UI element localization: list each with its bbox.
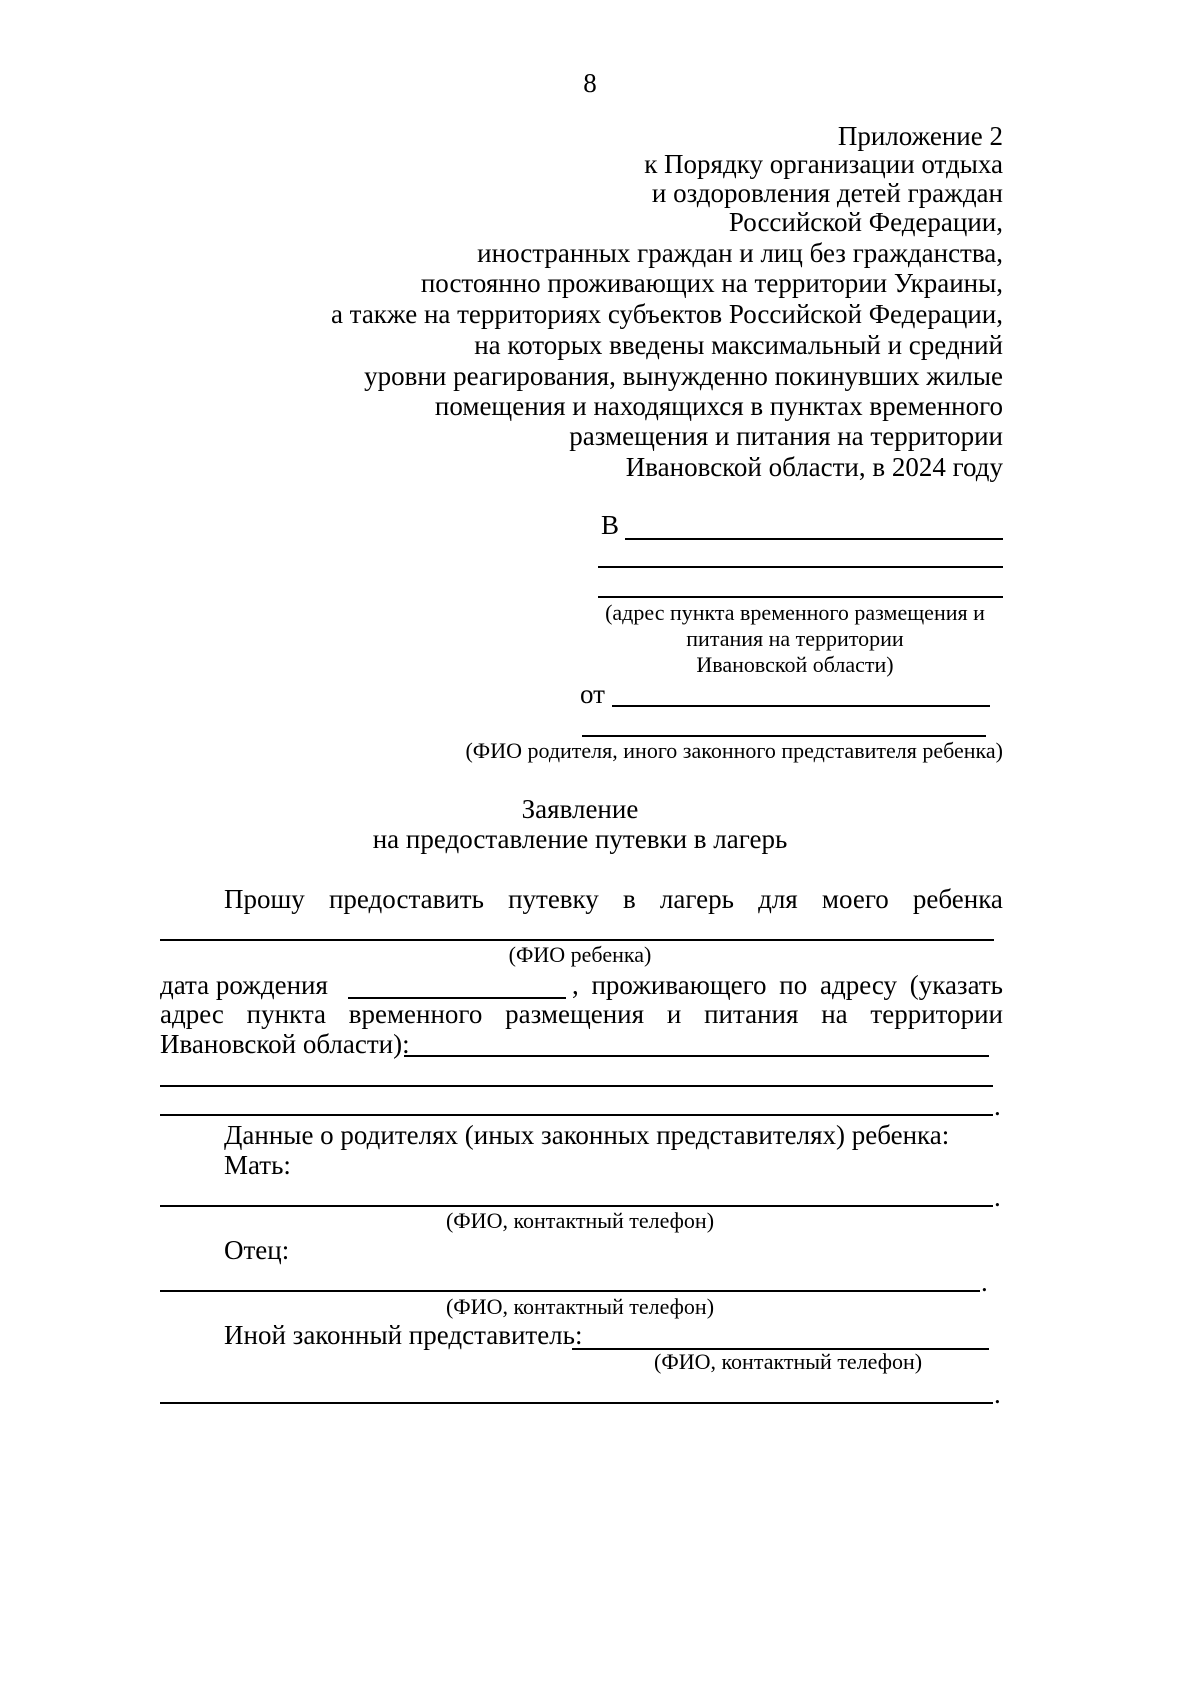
from-caption: (ФИО родителя, иного законного представителя ребенка) <box>465 738 1003 763</box>
address-word: и <box>666 999 682 1029</box>
appendix-line: Российской Федерации, <box>728 207 1003 237</box>
request-word: в <box>622 884 636 914</box>
address-word: территории <box>870 999 1003 1029</box>
appendix-line: уровни реагирования, вынужденно покинувших жилые <box>364 361 1003 391</box>
request-word: моего <box>821 884 889 914</box>
from-field-line[interactable] <box>612 705 990 707</box>
to-prefix: В <box>601 510 620 540</box>
mother-label: Мать: <box>224 1150 291 1180</box>
from-prefix: от <box>580 679 605 709</box>
period: . <box>994 1091 1001 1121</box>
appendix-line: постоянно проживающих на территории Украины, <box>420 268 1003 298</box>
period: . <box>981 1267 988 1297</box>
document-title: Заявление <box>521 794 639 824</box>
to-field-line[interactable] <box>625 538 1003 540</box>
appendix-line: размещения и питания на территории <box>569 421 1003 451</box>
address-word: пункта <box>246 999 326 1029</box>
request-word: ребенка <box>912 884 1003 914</box>
address-instruction-line <box>160 1001 1003 1028</box>
father-label: Отец: <box>224 1235 290 1265</box>
address-word: размещения <box>505 999 645 1029</box>
address-word: питания <box>704 999 799 1029</box>
request-word: лагерь <box>659 884 734 914</box>
page-number: 8 <box>583 68 597 98</box>
period: . <box>994 1182 1001 1212</box>
address-word: временного <box>348 999 483 1029</box>
address-field[interactable] <box>404 1055 989 1057</box>
address-label: Ивановской области): <box>160 1029 410 1059</box>
other-representative-label: Иной законный представитель: <box>224 1320 583 1350</box>
to-caption: питания на территории <box>686 626 904 651</box>
appendix-line: а также на территориях субъектов Российской Федерации, <box>330 299 1003 329</box>
to-field-line[interactable] <box>598 596 1003 598</box>
appendix-line: и оздоровления детей граждан <box>651 178 1003 208</box>
document-subtitle: на предоставление путевки в лагерь <box>372 824 788 854</box>
to-field-line[interactable] <box>598 566 1003 568</box>
appendix-line: на которых введены максимальный и средний <box>474 330 1003 360</box>
appendix-line: Приложение 2 <box>837 121 1003 151</box>
address-word: на <box>821 999 848 1029</box>
child-name-field[interactable] <box>160 939 994 941</box>
to-caption: (адрес пункта временного размещения и <box>605 600 985 625</box>
appendix-line: иностранных граждан и лиц без гражданства, <box>477 238 1003 268</box>
dob-label: дата рождения <box>160 970 328 1000</box>
father-field[interactable] <box>160 1290 980 1292</box>
other-representative-caption: (ФИО, контактный телефон) <box>654 1349 923 1374</box>
parents-heading: Данные о родителях (иных законных представителях) ребенка: <box>224 1120 950 1150</box>
to-caption: Ивановской области) <box>696 652 894 677</box>
request-line <box>224 886 1003 913</box>
dob-suffix: , проживающего по адресу (указать <box>571 970 1003 1000</box>
request-word: для <box>758 884 798 914</box>
address-word: адрес <box>160 999 224 1029</box>
father-caption: (ФИО, контактный телефон) <box>445 1294 715 1319</box>
child-caption: (ФИО ребенка) <box>508 942 652 967</box>
address-field[interactable] <box>160 1085 993 1087</box>
from-field-line[interactable] <box>582 735 986 737</box>
request-word: Прошу <box>224 884 305 914</box>
appendix-line: помещения и находящихся в пунктах временного <box>434 391 1003 421</box>
request-word: предоставить <box>328 884 484 914</box>
request-word: путевку <box>508 884 599 914</box>
other-representative-field[interactable] <box>160 1402 993 1404</box>
period: . <box>994 1379 1001 1409</box>
appendix-line: к Порядку организации отдыха <box>644 149 1003 179</box>
mother-caption: (ФИО, контактный телефон) <box>445 1208 715 1233</box>
appendix-line: Ивановской области, в 2024 году <box>625 452 1003 482</box>
address-field[interactable] <box>160 1114 993 1116</box>
mother-field[interactable] <box>160 1205 993 1207</box>
